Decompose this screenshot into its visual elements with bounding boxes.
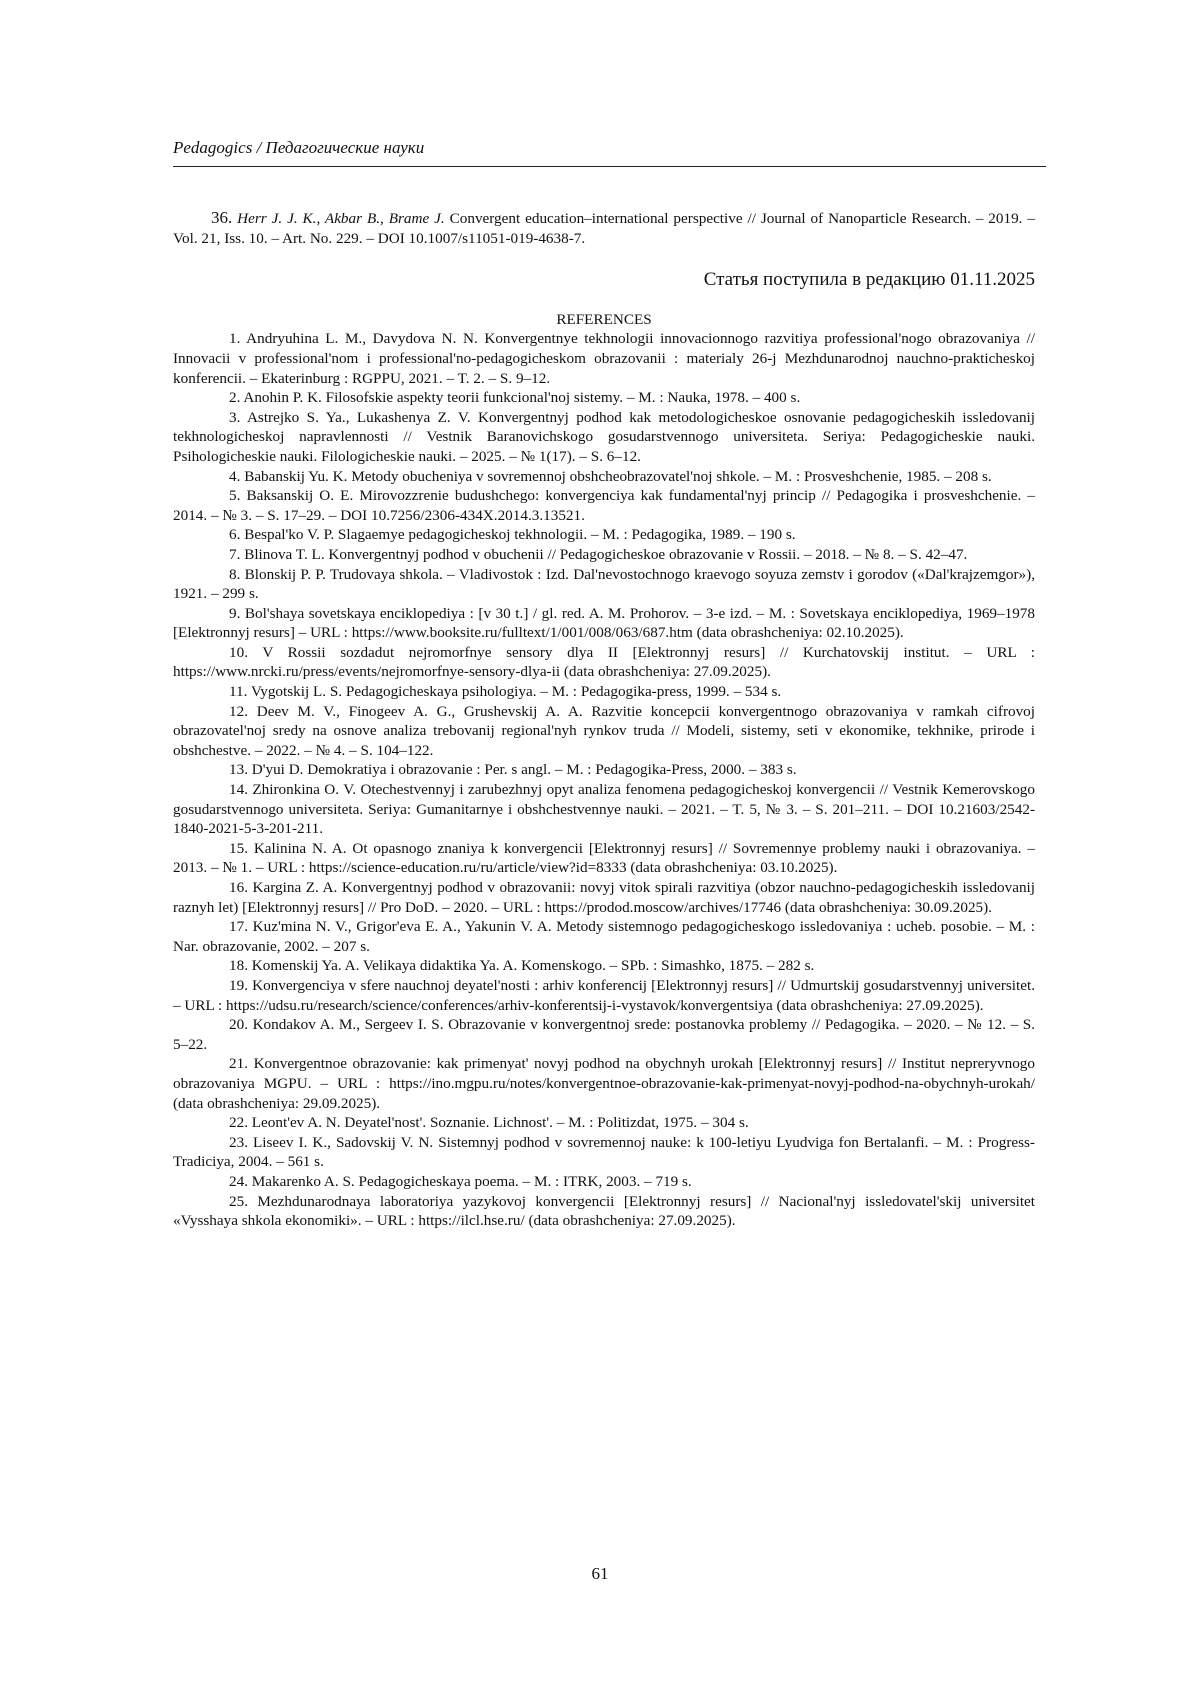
reference-item: 11. Vygotskij L. S. Pedagogicheskaya psihologiya. – M. : Pedagogika-press, 1999. – 534 s. xyxy=(229,683,782,701)
reference-item: 21. Konvergentnoe obrazovanie: kak primenyat' novyj podhod na obychnyh urokah [Elektronnyj resurs] // Institut nepreryvnogo obrazovaniya MGPU. – URL : https://ino.mgpu.ru/notes/konvergentnoe-obrazovanie-kak-primenyat-novyj-podhod-na-obychnyh-urokah/ (data obrashcheniya: 29.09.2025). xyxy=(173,1055,1035,1112)
reference-item: 7. Blinova T. L. Konvergentnyj podhod v obuchenii // Pedagogicheskoe obrazovanie v Rossii. – 2018. – № 8. – S. 42–47. xyxy=(229,545,968,563)
references-list xyxy=(173,329,1035,1230)
reference-item: 3. Astrejko S. Ya., Lukashenya Z. V. Konvergentnyj podhod kak metodologicheskoe osnovanie pedagogicheskih issledovanij tekhnologicheskoj napravlennosti // Vestnik Baranovichskogo gosudarstvennogo universiteta. Seriya: Pedagogicheskie nauki. Psihologicheskie nauki. Filologicheskie nauki. – 2025. – № 1(17). – S. 6–12. xyxy=(173,408,1035,465)
reference-item: 24. Makarenko A. S. Pedagogicheskaya poema. – M. : ITRK, 2003. – 719 s. xyxy=(229,1172,692,1190)
reference-36-text: Convergent education–international perspective // Journal of Nanoparticle Research. – 2019. – Vol. 21, Iss. 10. – Art. No. 229. – DOI 10.1007/s11051-019-4638-7. xyxy=(173,210,1035,247)
running-header: Pedagogics / Педагогические науки xyxy=(173,138,425,157)
reference-item: 13. D'yui D. Demokratiya i obrazovanie : Per. s angl. – M. : Pedagogika-Press, 2000. – 383 s. xyxy=(229,761,797,779)
reference-item: 17. Kuz'mina N. V., Grigor'eva E. A., Yakunin V. A. Metody sistemnogo pedagogicheskogo issledovaniya : ucheb. posobie. – M. : Nar. obrazovanie, 2002. – 207 s. xyxy=(173,918,1035,955)
reference-item: 10. V Rossii sozdadut nejromorfnye sensory dlya II [Elektronnyj resurs] // Kurchatovskij institut. – URL : https://www.nrcki.ru/press/events/nejromorfnye-sensory-dlya-ii (data obrashcheniya: 27.09.2025). xyxy=(173,643,1035,681)
reference-item: 14. Zhironkina O. V. Otechestvennyj i zarubezhnyj opyt analiza fenomena pedagogicheskoj konvergencii // Vestnik Kemerovskogo gosudarstvennogo universiteta. Seriya: Gumanitarnye i obshchestvennye nauki. – 2021. – T. 5, № 3. – S. 201–211. – DOI 10.21603/2542-1840-2021-5-3-201-211. xyxy=(173,781,1035,838)
reference-36-number: 36. xyxy=(211,208,233,227)
reference-item: 6. Bespal'ko V. P. Slagaemye pedagogicheskoj tekhnologii. – M. : Pedagogika, 1989. – 190 s. xyxy=(229,526,796,544)
reference-item: 22. Leont'ev A. N. Deyatel'nost'. Soznanie. Lichnost'. – M. : Politizdat, 1975. – 304 s. xyxy=(229,1114,749,1132)
reference-item: 12. Deev M. V., Finogeev A. G., Grushevskij A. A. Razvitie koncepcii konvergentnogo obrazovaniya v ramkah cifrovoj obrazovatel'noj sredy na osnove analiza trebovanij regional'nyh rynkov truda // Modeli, sistemy, seti v ekonomike, tekhnike, prirode i obshchestve. – 2022. – № 4. – S. 104–122. xyxy=(173,702,1035,759)
received-date: Статья поступила в редакцию 01.11.2025 xyxy=(703,269,1035,291)
reference-item: 23. Liseev I. K., Sadovskij V. N. Sistemnyj podhod v sovremennoj nauke: k 100-letiyu Lyudviga fon Bertalanfi. – M. : Progress-Tradiciya, 2004. – 561 s. xyxy=(173,1133,1035,1171)
reference-item: 25. Mezhdunarodnaya laboratoriya yazykovoj konvergencii [Elektronnyj resurs] // Nacional'nyj issledovatel'skij universitet «Vysshaya shkola ekonomiki». – URL : https://ilcl.hse.ru/ (data obrashcheniya: 27.09.2025). xyxy=(173,1192,1035,1230)
reference-item: 4. Babanskij Yu. K. Metody obucheniya v sovremennoj obshcheobrazovatel'noj shkole. – M. : Prosveshchenie, 1985. – 208 s. xyxy=(229,467,992,485)
header-rule xyxy=(173,166,1046,167)
reference-item: 19. Konvergenciya v sfere nauchnoj deyatel'nosti : arhiv konferencij [Elektronnyj resurs] // Udmurtskij gosudarstvennyj universitet. – URL : https://udsu.ru/research/science/conferences/arhiv-konferentsij-i-vystavok/konvergentsiya (data obrashcheniya: 27.09.2025). xyxy=(173,976,1035,1014)
references-title: REFERENCES xyxy=(556,310,652,328)
reference-36 xyxy=(173,208,1035,248)
reference-item: 16. Kargina Z. A. Konvergentnyj podhod v obrazovanii: novyj vitok spirali razvitiya (obzor nauchno-pedagogicheskih issledovanij raznyh let) [Elektronnyj resurs] // Pro DoD. – 2020. – URL : https://prodod.moscow/archives/17746 (data obrashcheniya: 30.09.2025). xyxy=(173,879,1035,916)
reference-item: 1. Andryuhina L. M., Davydova N. N. Konvergentnye tekhnologii innovacionnogo razvitiya professional'nogo obrazovaniya // Innovacii v professional'nom i professional'no-pedagogicheskom obrazovanii : materialy 26-j Mezhdunarodnoj nauchno-prakticheskoj konferencii. – Ekaterinburg : RGPPU, 2021. – T. 2. – S. 9–12. xyxy=(173,330,1035,387)
reference-item: 9. Bol'shaya sovetskaya enciklopediya : [v 30 t.] / gl. red. A. M. Prohorov. – 3-e izd. – M. : Sovetskaya enciklopediya, 1969–1978 [Elektronnyj resurs] – URL : https://www.booksite.ru/fulltext/1/001/008/063/687.htm (data obrashcheniya: 02.10.2025). xyxy=(173,604,1035,642)
page-content xyxy=(173,208,1035,1231)
page-number: 61 xyxy=(591,1564,609,1583)
reference-36-authors: Herr J. J. K., Akbar B., Brame J. xyxy=(237,210,445,227)
reference-item: 15. Kalinina N. A. Ot opasnogo znaniya k konvergencii [Elektronnyj resurs] // Sovremennye problemy nauki i obrazovaniya. – 2013. – № 1. – URL : https://science-education.ru/ru/article/view?id=8333 (data obrashcheniya: 03.10.2025). xyxy=(173,839,1035,877)
reference-item: 5. Baksanskij O. E. Mirovozzrenie budushchego: konvergenciya kak fundamental'nyj princip // Pedagogika i prosveshchenie. – 2014. – № 3. – S. 17–29. – DOI 10.7256/2306-434X.2014.3.13521. xyxy=(173,487,1035,524)
reference-item: 18. Komenskij Ya. A. Velikaya didaktika Ya. A. Komenskogo. – SPb. : Simashko, 1875. – 282 s. xyxy=(229,957,815,975)
reference-item: 8. Blonskij P. P. Trudovaya shkola. – Vladivostok : Izd. Dal'nevostochnogo kraevogo soyuza zemstv i gorodov («Dal'krajzemgor»), 1921. – 299 s. xyxy=(173,565,1035,603)
reference-item: 2. Anohin P. K. Filosofskie aspekty teorii funkcional'noj sistemy. – M. : Nauka, 1978. – 400 s. xyxy=(229,389,801,407)
reference-item: 20. Kondakov A. M., Sergeev I. S. Obrazovanie v konvergentnoj srede: postanovka problemy // Pedagogika. – 2020. – № 12. – S. 5–22. xyxy=(173,1016,1035,1053)
